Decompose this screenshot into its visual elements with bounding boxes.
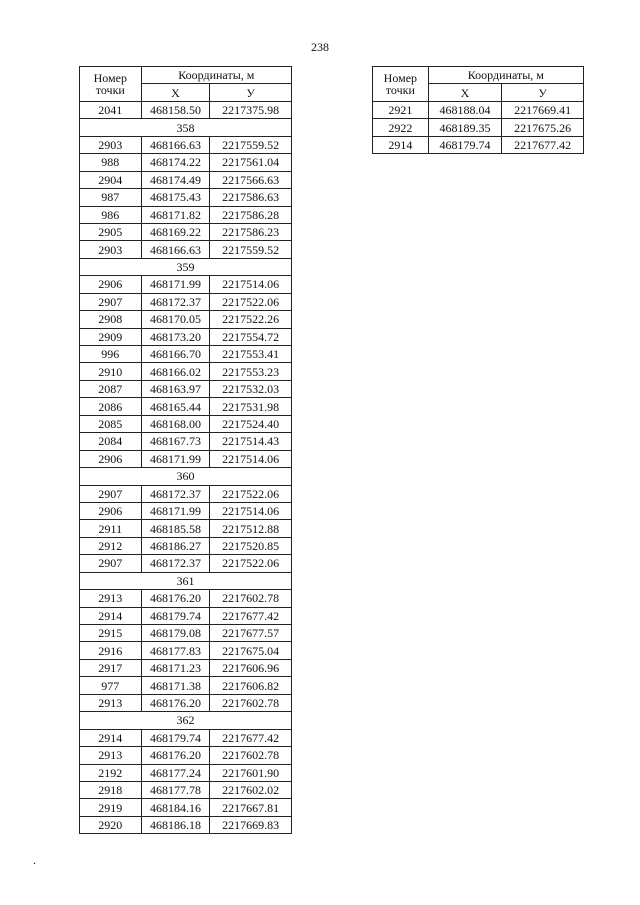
table-row bbox=[80, 677, 292, 694]
point-number-cell: 2909 bbox=[80, 328, 142, 345]
table-row bbox=[80, 747, 292, 764]
table-row bbox=[80, 659, 292, 676]
y-coordinate-cell: 2217514.06 bbox=[210, 502, 292, 519]
y-coordinate-cell: 2217559.52 bbox=[210, 136, 292, 153]
table-row bbox=[80, 363, 292, 380]
table-row bbox=[80, 502, 292, 519]
y-coordinate-cell: 2217522.06 bbox=[210, 555, 292, 572]
y-coordinate-cell: 2217566.63 bbox=[210, 171, 292, 188]
y-coordinate-cell: 2217559.52 bbox=[210, 241, 292, 258]
x-coordinate-cell: 468163.97 bbox=[141, 380, 210, 397]
point-number-cell: 2907 bbox=[80, 555, 142, 572]
table-row bbox=[80, 537, 292, 554]
y-coordinate-cell: 2217667.81 bbox=[210, 799, 292, 816]
table-row bbox=[80, 346, 292, 363]
point-number-cell: 2087 bbox=[80, 380, 142, 397]
x-coordinate-cell: 468165.44 bbox=[141, 398, 210, 415]
x-column-header: X bbox=[428, 84, 502, 101]
point-number-cell: 2906 bbox=[80, 502, 142, 519]
point-number-cell: 996 bbox=[80, 346, 142, 363]
coordinates-table-right-body bbox=[373, 101, 584, 153]
x-coordinate-cell: 468179.08 bbox=[141, 625, 210, 642]
y-coordinate-cell: 2217520.85 bbox=[210, 537, 292, 554]
x-coordinate-cell: 468174.49 bbox=[141, 171, 210, 188]
x-coordinate-cell: 468176.20 bbox=[141, 694, 210, 711]
x-coordinate-cell: 468169.22 bbox=[141, 223, 210, 240]
table-row bbox=[80, 520, 292, 537]
table-row bbox=[80, 154, 292, 171]
y-coordinate-cell: 2217675.26 bbox=[502, 119, 584, 136]
point-number-cell: 2905 bbox=[80, 223, 142, 240]
x-coordinate-cell: 468186.27 bbox=[141, 537, 210, 554]
y-coordinate-cell: 2217606.96 bbox=[210, 659, 292, 676]
y-coordinate-cell: 2217602.78 bbox=[210, 590, 292, 607]
x-coordinate-cell: 468179.74 bbox=[428, 136, 502, 153]
point-number-cell: 2913 bbox=[80, 747, 142, 764]
y-coordinate-cell: 2217677.57 bbox=[210, 625, 292, 642]
y-coordinate-cell: 2217531.98 bbox=[210, 398, 292, 415]
point-number-cell: 2914 bbox=[80, 729, 142, 746]
point-number-cell: 988 bbox=[80, 154, 142, 171]
point-number-cell: 2906 bbox=[80, 450, 142, 467]
x-coordinate-cell: 468171.38 bbox=[141, 677, 210, 694]
x-coordinate-cell: 468179.74 bbox=[141, 607, 210, 624]
coordinates-header: Координаты, м bbox=[428, 67, 583, 84]
table-row bbox=[80, 189, 292, 206]
point-number-header-line2: точки bbox=[385, 82, 415, 97]
y-coordinate-cell: 2217512.88 bbox=[210, 520, 292, 537]
y-coordinate-cell: 2217586.28 bbox=[210, 206, 292, 223]
y-coordinate-cell: 2217602.78 bbox=[210, 694, 292, 711]
table-row bbox=[80, 485, 292, 502]
section-row bbox=[80, 258, 292, 275]
y-coordinate-cell: 2217553.41 bbox=[210, 346, 292, 363]
x-coordinate-cell: 468166.70 bbox=[141, 346, 210, 363]
y-coordinate-cell: 2217586.63 bbox=[210, 189, 292, 206]
x-coordinate-cell: 468171.23 bbox=[141, 659, 210, 676]
y-coordinate-cell: 2217554.72 bbox=[210, 328, 292, 345]
table-row bbox=[80, 293, 292, 310]
x-coordinate-cell: 468189.35 bbox=[428, 119, 502, 136]
section-label: 360 bbox=[80, 468, 292, 485]
page-number: 238 bbox=[311, 40, 329, 54]
point-number-cell: 2921 bbox=[373, 101, 429, 118]
x-coordinate-cell: 468177.83 bbox=[141, 642, 210, 659]
x-coordinate-cell: 468179.74 bbox=[141, 729, 210, 746]
table-row bbox=[80, 415, 292, 432]
stray-mark: . bbox=[33, 853, 36, 867]
y-coordinate-cell: 2217524.40 bbox=[210, 415, 292, 432]
point-number-cell: 2914 bbox=[373, 136, 429, 153]
point-number-cell: 2916 bbox=[80, 642, 142, 659]
x-column-header: X bbox=[141, 84, 210, 101]
x-coordinate-cell: 468186.18 bbox=[141, 816, 210, 833]
x-coordinate-cell: 468175.43 bbox=[141, 189, 210, 206]
section-row bbox=[80, 572, 292, 589]
table-row bbox=[80, 607, 292, 624]
point-number-cell: 2906 bbox=[80, 276, 142, 293]
point-number-cell: 2904 bbox=[80, 171, 142, 188]
table-row bbox=[80, 223, 292, 240]
table-row bbox=[80, 433, 292, 450]
y-coordinate-cell: 2217522.06 bbox=[210, 293, 292, 310]
x-coordinate-cell: 468171.99 bbox=[141, 276, 210, 293]
point-number-header-line2: точки bbox=[95, 82, 125, 97]
y-coordinate-cell: 2217553.23 bbox=[210, 363, 292, 380]
point-number-cell: 2912 bbox=[80, 537, 142, 554]
coordinates-table-right bbox=[372, 66, 584, 154]
point-number-header-line1: Номер bbox=[93, 70, 127, 85]
table-row bbox=[80, 694, 292, 711]
y-coordinate-cell: 2217514.43 bbox=[210, 433, 292, 450]
table-row bbox=[80, 206, 292, 223]
point-number-cell: 2085 bbox=[80, 415, 142, 432]
x-coordinate-cell: 468167.73 bbox=[141, 433, 210, 450]
point-number-cell: 2917 bbox=[80, 659, 142, 676]
y-coordinate-cell: 2217522.26 bbox=[210, 311, 292, 328]
section-label: 358 bbox=[80, 119, 292, 136]
section-row bbox=[80, 119, 292, 136]
point-number-cell: 2041 bbox=[80, 101, 142, 118]
x-coordinate-cell: 468166.63 bbox=[141, 136, 210, 153]
point-number-cell: 2918 bbox=[80, 781, 142, 798]
x-coordinate-cell: 468171.82 bbox=[141, 206, 210, 223]
x-coordinate-cell: 468176.20 bbox=[141, 590, 210, 607]
table-row bbox=[80, 642, 292, 659]
point-number-cell: 2192 bbox=[80, 764, 142, 781]
x-coordinate-cell: 468172.37 bbox=[141, 555, 210, 572]
table-row bbox=[80, 311, 292, 328]
table-row bbox=[80, 101, 292, 118]
table-row bbox=[373, 119, 584, 136]
section-row bbox=[80, 468, 292, 485]
section-row bbox=[80, 712, 292, 729]
coordinates-header: Координаты, м bbox=[141, 67, 291, 84]
point-number-header-line1: Номер bbox=[383, 70, 418, 85]
table-row bbox=[80, 398, 292, 415]
x-coordinate-cell: 468172.37 bbox=[141, 293, 210, 310]
x-coordinate-cell: 468188.04 bbox=[428, 101, 502, 118]
y-coordinate-cell: 2217586.23 bbox=[210, 223, 292, 240]
table-row bbox=[80, 450, 292, 467]
table-row bbox=[80, 380, 292, 397]
table-row bbox=[80, 625, 292, 642]
x-coordinate-cell: 468173.20 bbox=[141, 328, 210, 345]
point-number-cell: 2903 bbox=[80, 136, 142, 153]
y-coordinate-cell: 2217561.04 bbox=[210, 154, 292, 171]
x-coordinate-cell: 468171.99 bbox=[141, 502, 210, 519]
table-row bbox=[80, 764, 292, 781]
point-number-cell: 2915 bbox=[80, 625, 142, 642]
x-coordinate-cell: 468158.50 bbox=[141, 101, 210, 118]
y-coordinate-cell: 2217677.42 bbox=[210, 607, 292, 624]
table-row bbox=[80, 328, 292, 345]
y-coordinate-cell: 2217601.90 bbox=[210, 764, 292, 781]
point-number-cell: 2914 bbox=[80, 607, 142, 624]
table-row bbox=[80, 276, 292, 293]
table-row bbox=[373, 101, 584, 118]
point-number-cell: 2910 bbox=[80, 363, 142, 380]
y-column-header: У bbox=[502, 84, 584, 101]
table-row bbox=[80, 241, 292, 258]
section-label: 359 bbox=[80, 258, 292, 275]
table-row bbox=[80, 171, 292, 188]
x-coordinate-cell: 468168.00 bbox=[141, 415, 210, 432]
y-coordinate-cell: 2217522.06 bbox=[210, 485, 292, 502]
point-number-cell: 2907 bbox=[80, 485, 142, 502]
y-coordinate-cell: 2217675.04 bbox=[210, 642, 292, 659]
y-coordinate-cell: 2217532.03 bbox=[210, 380, 292, 397]
table-row bbox=[80, 590, 292, 607]
point-number-cell: 2907 bbox=[80, 293, 142, 310]
y-coordinate-cell: 2217669.83 bbox=[210, 816, 292, 833]
coordinates-table-left bbox=[79, 66, 292, 834]
point-number-cell: 2913 bbox=[80, 590, 142, 607]
x-coordinate-cell: 468177.24 bbox=[141, 764, 210, 781]
point-number-cell: 987 bbox=[80, 189, 142, 206]
point-number-header bbox=[80, 67, 142, 102]
y-coordinate-cell: 2217375.98 bbox=[210, 101, 292, 118]
point-number-cell: 2086 bbox=[80, 398, 142, 415]
coordinates-table-left-body bbox=[80, 101, 292, 833]
y-coordinate-cell: 2217677.42 bbox=[502, 136, 584, 153]
table-row bbox=[373, 136, 584, 153]
point-number-header bbox=[373, 67, 429, 102]
x-coordinate-cell: 468184.16 bbox=[141, 799, 210, 816]
x-coordinate-cell: 468177.78 bbox=[141, 781, 210, 798]
y-coordinate-cell: 2217514.06 bbox=[210, 450, 292, 467]
point-number-cell: 986 bbox=[80, 206, 142, 223]
x-coordinate-cell: 468170.05 bbox=[141, 311, 210, 328]
point-number-cell: 2913 bbox=[80, 694, 142, 711]
point-number-cell: 2922 bbox=[373, 119, 429, 136]
section-label: 361 bbox=[80, 572, 292, 589]
y-column-header: У bbox=[210, 84, 292, 101]
point-number-cell: 2919 bbox=[80, 799, 142, 816]
table-row bbox=[80, 799, 292, 816]
point-number-cell: 2911 bbox=[80, 520, 142, 537]
y-coordinate-cell: 2217669.41 bbox=[502, 101, 584, 118]
point-number-cell: 977 bbox=[80, 677, 142, 694]
x-coordinate-cell: 468176.20 bbox=[141, 747, 210, 764]
x-coordinate-cell: 468171.99 bbox=[141, 450, 210, 467]
y-coordinate-cell: 2217602.02 bbox=[210, 781, 292, 798]
section-label: 362 bbox=[80, 712, 292, 729]
table-row bbox=[80, 136, 292, 153]
y-coordinate-cell: 2217677.42 bbox=[210, 729, 292, 746]
point-number-cell: 2903 bbox=[80, 241, 142, 258]
table-row bbox=[80, 816, 292, 833]
x-coordinate-cell: 468185.58 bbox=[141, 520, 210, 537]
table-row bbox=[80, 781, 292, 798]
point-number-cell: 2920 bbox=[80, 816, 142, 833]
y-coordinate-cell: 2217514.06 bbox=[210, 276, 292, 293]
x-coordinate-cell: 468166.02 bbox=[141, 363, 210, 380]
table-row bbox=[80, 729, 292, 746]
point-number-cell: 2908 bbox=[80, 311, 142, 328]
y-coordinate-cell: 2217602.78 bbox=[210, 747, 292, 764]
y-coordinate-cell: 2217606.82 bbox=[210, 677, 292, 694]
table-row bbox=[80, 555, 292, 572]
x-coordinate-cell: 468174.22 bbox=[141, 154, 210, 171]
point-number-cell: 2084 bbox=[80, 433, 142, 450]
x-coordinate-cell: 468172.37 bbox=[141, 485, 210, 502]
x-coordinate-cell: 468166.63 bbox=[141, 241, 210, 258]
